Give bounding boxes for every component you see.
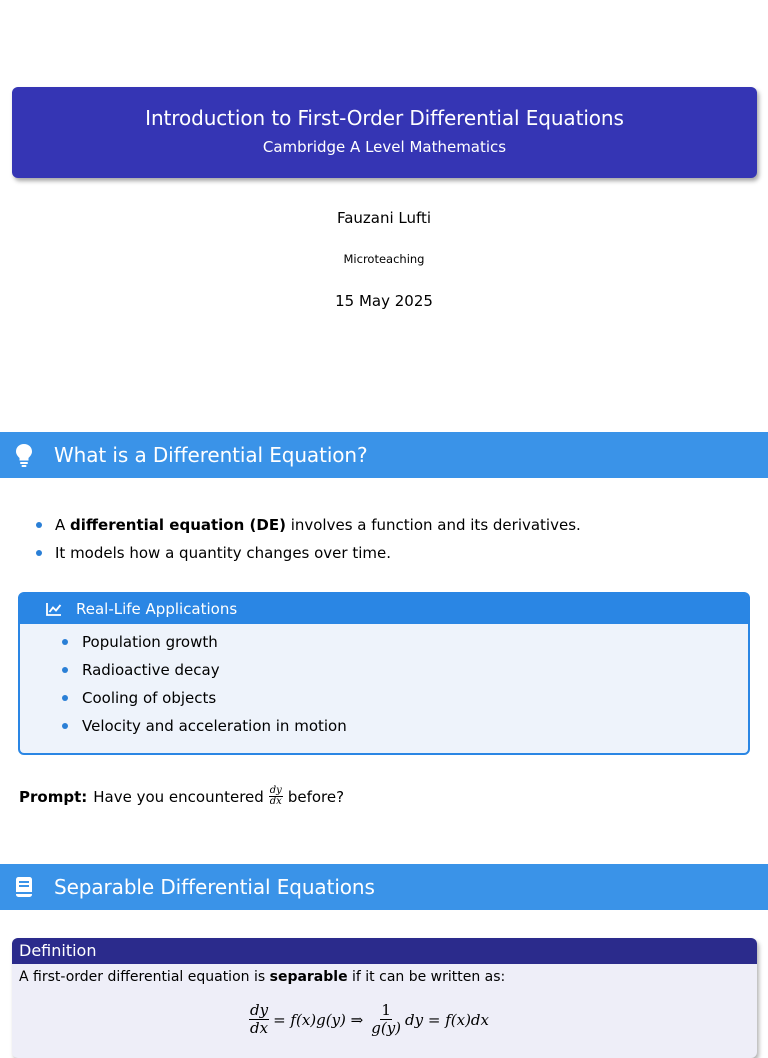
application-text: Radioactive decay bbox=[82, 661, 220, 679]
chart-line-icon bbox=[46, 602, 62, 616]
book-icon bbox=[14, 875, 34, 899]
title-slide bbox=[0, 0, 768, 432]
list-item bbox=[62, 688, 347, 716]
presentation-subtitle: Cambridge A Level Mathematics bbox=[262, 138, 507, 156]
applications-list bbox=[62, 632, 347, 744]
presentation-date: 15 May 2025 bbox=[335, 292, 433, 310]
definition-block bbox=[12, 938, 757, 1058]
institute: Microteaching bbox=[343, 252, 425, 266]
bullet-text: A bbox=[55, 516, 71, 534]
applications-block bbox=[18, 592, 750, 755]
fraction-denominator: g(y) bbox=[371, 1019, 402, 1037]
application-text: Velocity and acceleration in motion bbox=[82, 717, 347, 735]
intro-bullet-list bbox=[36, 515, 581, 571]
formula-middle: = f(x)g(y) ⇒ bbox=[273, 1010, 364, 1029]
bullet-text: involves a function and its derivatives. bbox=[285, 516, 581, 534]
reciprocal-fraction bbox=[371, 1002, 401, 1037]
bullet-icon bbox=[36, 550, 42, 556]
bullet-icon bbox=[36, 522, 42, 528]
fraction-numerator: dy bbox=[269, 785, 282, 796]
bold-term: separable bbox=[269, 969, 348, 985]
applications-title: Real-Life Applications bbox=[76, 600, 238, 618]
bullet-icon bbox=[62, 695, 68, 701]
slide-separable-de bbox=[0, 850, 768, 1037]
slide-what-is-de bbox=[0, 418, 768, 850]
list-item bbox=[36, 543, 581, 571]
bullet-icon bbox=[62, 723, 68, 729]
slide-title: What is a Differential Equation? bbox=[54, 443, 368, 467]
definition-text: A first-order differential equation is bbox=[19, 969, 270, 985]
fraction-denominator: dx bbox=[250, 1019, 269, 1037]
fraction-numerator: dy bbox=[250, 1001, 269, 1019]
frame-title-bar bbox=[0, 864, 768, 910]
slide-title: Separable Differential Equations bbox=[54, 875, 375, 899]
applications-header bbox=[20, 594, 748, 624]
prompt-label: Prompt: bbox=[19, 787, 88, 806]
application-text: Cooling of objects bbox=[82, 689, 217, 707]
bullet-icon bbox=[62, 639, 68, 645]
definition-header: Definition bbox=[12, 938, 757, 964]
definition-text: if it can be written as: bbox=[347, 969, 506, 985]
fraction-denominator: dx bbox=[269, 796, 282, 807]
bullet-icon bbox=[62, 667, 68, 673]
lightbulb-icon bbox=[14, 443, 34, 467]
author-name: Fauzani Lufti bbox=[336, 209, 432, 227]
definition-body bbox=[12, 964, 757, 990]
separable-formula bbox=[245, 1002, 489, 1037]
prompt-suffix: before? bbox=[287, 787, 345, 806]
formula-end: dy = f(x)dx bbox=[405, 1010, 489, 1029]
list-item bbox=[62, 632, 347, 660]
bullet-text: It models how a quantity changes over time. bbox=[55, 544, 392, 562]
prompt-text: Have you encountered bbox=[93, 787, 264, 806]
bold-term: differential equation (DE) bbox=[70, 516, 286, 534]
derivative-fraction bbox=[269, 786, 283, 807]
presentation-title: Introduction to First-Order Differential Equations bbox=[145, 106, 624, 130]
list-item bbox=[36, 515, 581, 543]
list-item bbox=[62, 716, 347, 744]
application-text: Population growth bbox=[82, 633, 218, 651]
frame-title-bar bbox=[0, 432, 768, 478]
title-box bbox=[12, 87, 757, 178]
derivative-fraction bbox=[249, 1002, 269, 1037]
list-item bbox=[62, 660, 347, 688]
fraction-numerator: 1 bbox=[381, 1001, 391, 1019]
prompt-line bbox=[19, 786, 344, 807]
